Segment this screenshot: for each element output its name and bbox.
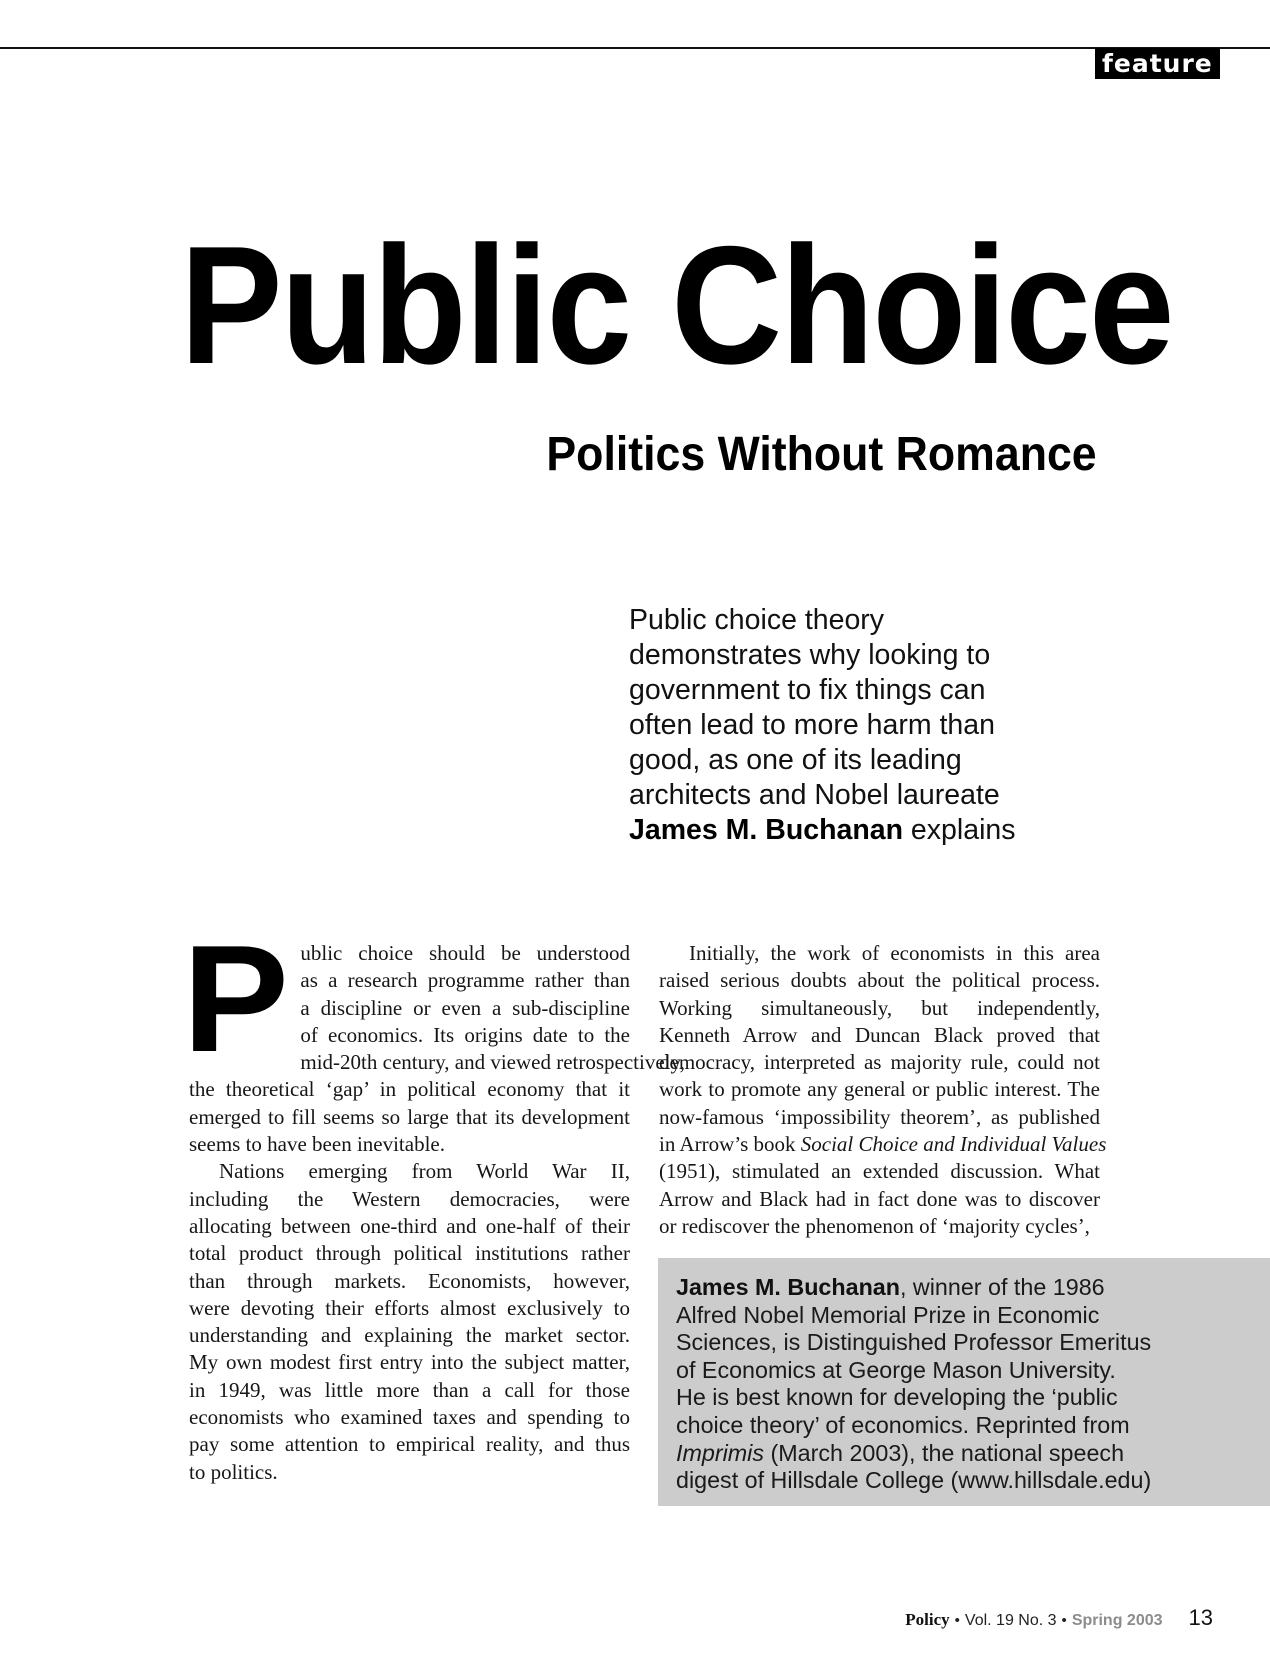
body-line: of economics. Its origins date to the [300, 1022, 630, 1047]
body-paragraph [182, 914, 685, 1158]
body-line: ublic choice should be understood [300, 941, 630, 965]
body-line: Initially, the work of economists in this area [689, 941, 1100, 965]
body-line: or rediscover the phenomenon of ‘majority cycles’, [659, 1213, 1090, 1238]
bio-line1-suffix: , winner of the 1986 [899, 1274, 1105, 1300]
standfirst-line [629, 813, 1089, 848]
book-line-prefix: in Arrow’s book [659, 1132, 801, 1157]
body-line: allocating between one-third and one-half of their [189, 1213, 630, 1238]
standfirst-line: good, as one of its leading [629, 744, 962, 776]
standfirst-line: often lead to more harm than [629, 709, 995, 741]
body-line: total product through political institutions rather [189, 1241, 630, 1266]
body-line: economists who examined taxes and spending to [189, 1405, 630, 1430]
body-line: My own modest first entry into the subject matter, [189, 1350, 630, 1375]
body-line: understanding and explaining the market sector. [189, 1323, 630, 1348]
footer-bullet-icon: • [954, 1612, 960, 1629]
author-bio-box [658, 1258, 1270, 1506]
footer-season: Spring 2003 [1071, 1612, 1163, 1629]
bio-author-name: James M. Buchanan [676, 1274, 900, 1300]
body-line: Nations emerging from World War II, [219, 1159, 630, 1184]
bio-line: choice theory’ of economics. Reprinted from [676, 1411, 1130, 1438]
body-line: mid-20th century, and viewed retrospectively, [300, 1050, 685, 1075]
body-line: (1951), stimulated an extended discussion. What [659, 1159, 1100, 1184]
body-line: to politics. [189, 1459, 278, 1484]
top-rule [0, 47, 1270, 49]
standfirst-line: Public choice theory [629, 604, 885, 636]
article-subtitle: Politics Without Romance [546, 428, 1097, 481]
page-number: 13 [1188, 1605, 1213, 1630]
body-line: including the Western democracies, were [189, 1186, 630, 1211]
standfirst-suffix: explains [903, 814, 1016, 846]
body-line: work to promote any general or public interest. The [659, 1077, 1100, 1102]
body-line: Working simultaneously, but independently, [659, 995, 1100, 1020]
body-line: as a research programme rather than [300, 968, 630, 993]
bio-line [676, 1440, 1270, 1468]
book-title: Social Choice and Individual Values [800, 1132, 1107, 1157]
body-line: Arrow and Black had in fact done was to discover [659, 1186, 1100, 1211]
bio-line: of Economics at George Mason University. [676, 1356, 1116, 1383]
standfirst-line: government to fix things can [629, 674, 986, 706]
body-line: democracy, interpreted as majority rule, could not [659, 1050, 1100, 1075]
footer-bullet-icon: • [1061, 1612, 1067, 1629]
standfirst [629, 603, 1089, 848]
bio-line: Alfred Nobel Memorial Prize in Economic [676, 1301, 1100, 1328]
standfirst-line: architects and Nobel laureate [629, 779, 1000, 811]
body-line: emerged to fill seems so large that its development [189, 1104, 630, 1129]
body-line-with-book-title [659, 1131, 1107, 1158]
section-tag: feature [1095, 48, 1220, 79]
body-line: than through markets. Economists, however, [189, 1268, 630, 1293]
body-line: Kenneth Arrow and Duncan Black proved that [659, 1022, 1100, 1047]
footer-publication: Policy [905, 1610, 950, 1629]
bio-line: digest of Hillsdale College (www.hillsdale.edu) [676, 1467, 1152, 1494]
body-line: pay some attention to empirical reality, and thus [189, 1432, 630, 1457]
standfirst-line: demonstrates why looking to [629, 639, 991, 671]
article-title: Public Choice [180, 211, 1173, 399]
body-line: seems to have been inevitable. [189, 1132, 445, 1157]
body-paragraph [659, 940, 1107, 1240]
body-line: now-famous ‘impossibility theorem’, as published [659, 1104, 1100, 1129]
body-line: the theoretical ‘gap’ in political economy that it [189, 1077, 630, 1102]
bio-source-title: Imprimis [676, 1439, 765, 1466]
drop-cap: P [182, 914, 289, 1084]
body-line: raised serious doubts about the political process. [659, 968, 1100, 993]
body-paragraph [189, 1158, 630, 1486]
body-column-left [182, 914, 685, 1486]
body-column-right [659, 940, 1107, 1240]
bio-line [676, 1274, 1270, 1302]
footer-volume: Vol. 19 No. 3 [964, 1612, 1057, 1629]
page-footer [905, 1605, 1213, 1631]
body-line: a discipline or even a sub-discipline [300, 995, 630, 1020]
bio-line: He is best known for developing the ‘public [676, 1384, 1118, 1411]
bio-line: Sciences, is Distinguished Professor Emeritus [676, 1329, 1152, 1356]
standfirst-author: James M. Buchanan [629, 814, 904, 846]
bio-source-suffix: (March 2003), the national speech [764, 1439, 1125, 1466]
body-line: were devoting their efforts almost exclusively to [189, 1295, 630, 1320]
body-line: in 1949, was little more than a call for those [189, 1377, 630, 1402]
